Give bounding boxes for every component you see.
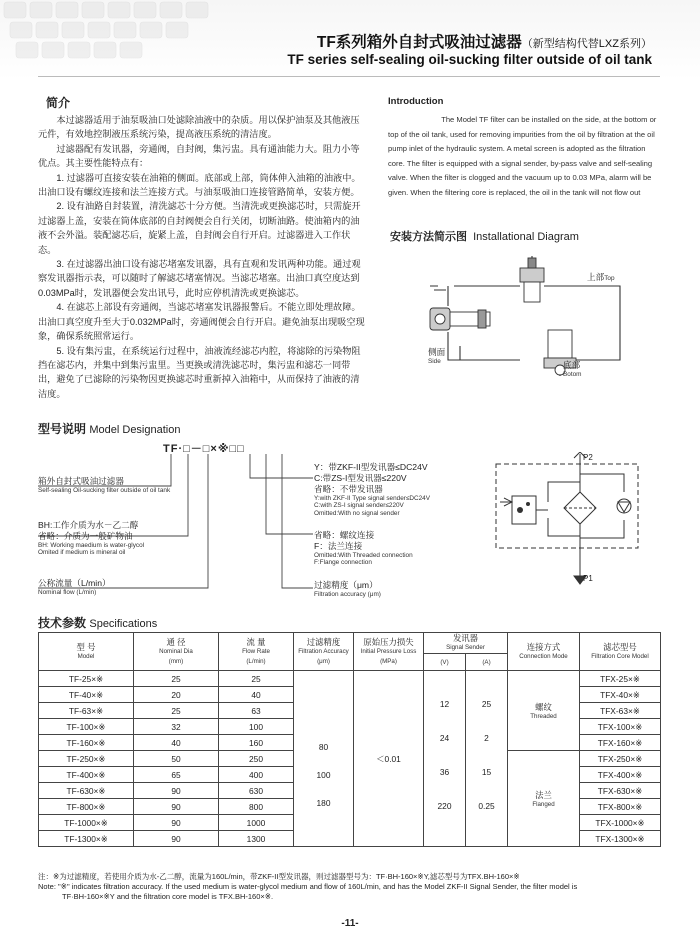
intro-paragraph: 过滤器配有发讯器，旁通阀，自封阀，集污盅。具有通油能力大。阻力小等优点。其主要性能特点有：	[38, 143, 360, 169]
hydraulic-symbol-diagram	[488, 452, 648, 592]
designation-text: F：法兰连接	[314, 541, 363, 551]
header-text: 滤芯型号	[603, 641, 637, 652]
cell-core: TFX-400×※	[580, 767, 661, 783]
install-heading-cn: 安装方法简示图	[390, 231, 467, 243]
install-bottom-en: Botom	[563, 371, 582, 378]
cell-accuracy-group	[294, 671, 354, 847]
cell-core: TFX-25×※	[580, 671, 661, 687]
cell-flow: 40	[219, 687, 294, 703]
cell-model: TF-100×※	[39, 719, 134, 735]
cell-flow: 400	[219, 767, 294, 783]
footnote-en: Note: "※" indicates filtration accuracy. If the used medium is water-glycol medium and flow of 160L/min, and has the Model ZKF-II Signal Sender, the filter model is	[38, 882, 578, 891]
intro-text-en	[388, 113, 660, 201]
header-unit: (μm)	[317, 657, 330, 665]
install-side-en: Side	[428, 358, 441, 365]
header-sender	[424, 633, 508, 654]
header-unit: (V)	[440, 659, 449, 666]
cell-current: 15	[481, 766, 492, 777]
designation-item-accuracy	[314, 580, 484, 598]
designation-item-filter	[38, 476, 188, 494]
cell-model: TF-40×※	[39, 687, 134, 703]
page-title-cn	[317, 30, 652, 52]
install-label-side	[428, 347, 445, 365]
cell-model: TF-800×※	[39, 799, 134, 815]
designation-heading-en: Model Designation	[89, 424, 181, 436]
cell-current: 0.25	[478, 800, 495, 811]
cell-current-group	[466, 671, 508, 847]
designation-text-en: Omitted:With Threaded connection	[314, 552, 413, 559]
designation-text: C:带ZS-I型发讯器≤220V	[314, 473, 407, 483]
cell-accuracy: 100	[316, 769, 331, 780]
title-cn-text: TF系列箱外自封式吸油过滤器	[316, 34, 522, 51]
designation-heading	[38, 420, 180, 437]
header-unit: (L/min)	[246, 657, 266, 665]
cell-voltage: 24	[439, 732, 450, 743]
designation-text: 过滤精度（μm）	[314, 580, 378, 590]
header-volt	[424, 654, 466, 671]
designation-text: 省略：螺纹连接	[314, 530, 375, 540]
install-heading-en: Installational Diagram	[473, 231, 579, 243]
cell-flow: 25	[219, 671, 294, 687]
cell-voltage: 220	[437, 800, 452, 811]
specs-heading-en: Specifications	[89, 618, 158, 630]
cell-model: TF-400×※	[39, 767, 134, 783]
cell-flow: 160	[219, 735, 294, 751]
designation-text: 省略：介质为一般矿物油	[38, 531, 133, 541]
cell-current: 25	[481, 698, 492, 709]
installation-diagram	[420, 250, 660, 390]
designation-text: Y：带ZKF-II型发讯器≤DC24V	[314, 462, 428, 472]
intro-paragraph-en: The Model TF filter can be installed on the side, at the bottom or top of the oil tank, used for removing impurities from the oil by filtration at the oil pump inlet of the hydraulic system. A metal screen is adopted as the filtration core. The filter is equipped with a signal sender, by-pass valve and self-sealing valve. When the filter is clogged and the vacuum up to 0.03 MPa, alarm will be given. When the filtering core is replaced, the oil in the tank will not flow out	[388, 115, 657, 197]
designation-text-en: BH: Working maedium is water-glycol	[38, 542, 145, 549]
cell-connection-en: Threaded	[530, 713, 557, 720]
specifications-table	[38, 632, 661, 847]
header-text: 通 径	[166, 636, 186, 647]
cell-core: TFX-630×※	[580, 783, 661, 799]
cell-flow: 1000	[219, 815, 294, 831]
header-pressure	[354, 633, 424, 671]
designation-text: 省略：不带发讯器	[314, 484, 383, 494]
keyboard-decoration-icon	[0, 0, 240, 75]
designation-text-en: Nominal flow (L/min)	[38, 589, 97, 596]
designation-code: TF·□－□×※□□	[163, 443, 245, 455]
cell-dia: 65	[134, 767, 219, 783]
intro-paragraph: 2. 设有油路自封装置，清洗滤芯十分方便。当清洗或更换滤芯时，只需旋开过滤器上盖，安装在筒体底部的自封阀便会自行关闭，切断油路。使油箱内的油液不会外溢。装配滤芯后，旋紧上盖，自封阀会自行开启。过滤器进入工作状态。	[38, 201, 361, 255]
specs-heading	[38, 614, 157, 631]
install-label-bottom	[563, 360, 581, 378]
page-title-en: TF series self-sealing oil-sucking filter outside of oil tank	[287, 52, 652, 67]
designation-item-connection	[314, 530, 484, 567]
cell-core: TFX-1300×※	[580, 831, 661, 847]
cell-dia: 25	[134, 671, 219, 687]
cell-flow: 100	[219, 719, 294, 735]
cell-flow: 800	[219, 799, 294, 815]
install-label-top	[587, 272, 615, 283]
cell-flow: 630	[219, 783, 294, 799]
install-bottom-cn: 底部	[563, 360, 581, 370]
hydraulic-label-p2: P2	[583, 453, 593, 462]
header-text-en: Flow Rate	[242, 647, 270, 655]
cell-dia: 90	[134, 831, 219, 847]
designation-text-en: Omited if medium is mineral oil	[38, 549, 126, 557]
cell-dia: 90	[134, 799, 219, 815]
cell-pressure	[354, 671, 424, 847]
cell-dia: 32	[134, 719, 219, 735]
intro-text-cn	[38, 113, 368, 401]
intro-heading-cn: 简介	[46, 96, 71, 110]
header-text: 过滤精度	[306, 636, 341, 647]
footnote	[38, 872, 660, 902]
designation-item-sender	[314, 462, 484, 517]
cell-dia: 40	[134, 735, 219, 751]
cell-model: TF-1300×※	[39, 831, 134, 847]
header-unit: (mm)	[168, 657, 184, 665]
designation-heading-cn: 型号说明	[38, 422, 87, 436]
cell-voltage: 12	[439, 698, 450, 709]
cell-flow: 250	[219, 751, 294, 767]
cell-core: TFX-800×※	[580, 799, 661, 815]
cell-core: TFX-100×※	[580, 719, 661, 735]
designation-text-en: F:Flange connection	[314, 559, 372, 567]
install-top-cn: 上部	[587, 272, 605, 282]
cell-connection-cn: 螺纹	[535, 702, 552, 712]
cell-voltage: 36	[439, 766, 450, 777]
designation-text-en: C:with ZS-I signal sender≤220V	[314, 502, 404, 510]
designation-text-en: Omitted:With no signal sender	[314, 509, 400, 517]
install-side-cn: 侧面	[428, 347, 446, 357]
header-unit: (A)	[482, 659, 491, 666]
header-unit: (MPa)	[380, 657, 397, 665]
cell-model: TF-160×※	[39, 735, 134, 751]
cell-connection-threaded	[508, 671, 580, 751]
cell-model: TF-25×※	[39, 671, 134, 687]
cell-connection-cn: 法兰	[535, 790, 552, 800]
intro-paragraph: 3. 在过滤器出油口设有滤芯堵塞发讯器，具有直观和发讯两种功能。通过观察发讯器指示表，可以随时了解滤芯堵塞情况。当滤芯堵塞。出油口真空度达到0.03MPa时，发讯器便会发出讯号，此时应停机清洗或更换滤芯。	[38, 259, 361, 298]
cell-connection-en: Flanged	[532, 801, 555, 808]
cell-model: TF-1000×※	[39, 815, 134, 831]
footnote-cn: 注：※为过滤精度，若使用介质为水-乙二醇，流量为160L/min，带ZKF-II型发讯器，则过滤器型号为：TF·BH-160×※Y,滤芯型号为TFX.BH-160×※	[38, 872, 520, 881]
header-accuracy	[294, 633, 354, 671]
header-text-en: Nominal Dia	[159, 647, 193, 655]
page-number: -11-	[341, 918, 359, 929]
header-dia	[134, 633, 219, 671]
check-valve	[618, 502, 630, 512]
hydraulic-label-p1: P1	[583, 574, 593, 583]
header-text-en: Connection Mode	[519, 652, 568, 660]
cell-dia: 20	[134, 687, 219, 703]
cell-dia: 90	[134, 783, 219, 799]
cell-connection-flanged	[508, 751, 580, 847]
designation-text-en: Self-sealing Oil-sucking filter outside of oil tank	[38, 487, 171, 494]
cell-core: TFX-1000×※	[580, 815, 661, 831]
cell-flow: 1300	[219, 831, 294, 847]
designation-text: 箱外自封式吸油过滤器	[38, 476, 124, 486]
cell-current: 2	[484, 732, 489, 743]
cell-dia: 25	[134, 703, 219, 719]
designation-text-en: Y:with ZKF-II Type signal sender≤DC24V	[314, 495, 430, 502]
title-divider	[38, 76, 660, 77]
cell-model: TF-250×※	[39, 751, 134, 767]
header-text: 连接方式	[526, 641, 561, 652]
cell-core: TFX-40×※	[580, 687, 661, 703]
designation-text: 公称流量（L/min）	[38, 578, 111, 588]
cell-model: TF-630×※	[39, 783, 134, 799]
cell-pressure-value: ＜0.01	[376, 753, 401, 764]
cell-flow: 63	[219, 703, 294, 719]
designation-text-en: Filtration accuracy (μm)	[314, 591, 381, 598]
intro-paragraph: 1. 过滤器可直接安装在油箱的侧面。底部或上部，筒体伸入油箱的油液中。出油口设有螺纹连接和法兰连接方式。与油泵吸油口连接管路简单，安装方便。	[38, 172, 361, 198]
specs-heading-cn: 技术参数	[38, 616, 87, 630]
header-text-en: Signal Sender	[446, 644, 485, 651]
designation-item-flow	[38, 578, 208, 596]
cell-model: TF-63×※	[39, 703, 134, 719]
header-text-en: Filtration Accuracy	[298, 647, 349, 655]
intro-paragraph: 本过滤器适用于油泵吸油口处滤除油液中的杂质。用以保护油泵及其他液压元件，有效地控制液压系统污染，提高液压系统的清洁度。	[38, 115, 360, 140]
header-model	[39, 633, 134, 671]
header-text-en: Filtration Core Model	[591, 652, 649, 660]
install-heading	[390, 228, 579, 244]
intro-heading-en: Introduction	[388, 96, 444, 107]
header-amp	[466, 654, 508, 671]
cell-dia: 90	[134, 815, 219, 831]
side-filter	[430, 308, 490, 330]
cell-core: TFX-250×※	[580, 751, 661, 767]
signal-sender-box	[512, 496, 536, 524]
header-text: 原始压力损失	[363, 636, 414, 647]
cell-accuracy: 180	[316, 797, 331, 808]
cell-accuracy: 80	[318, 741, 329, 752]
table-row	[39, 671, 661, 687]
header-text: 型 号	[76, 641, 96, 652]
header-text-en: Initial Pressure Loss	[360, 647, 417, 655]
designation-item-medium	[38, 520, 208, 557]
cell-dia: 50	[134, 751, 219, 767]
top-filter	[520, 258, 544, 302]
title-cn-subtitle: （新型结构代替LXZ系列）	[521, 38, 652, 50]
header-connection	[508, 633, 580, 671]
header-flow	[219, 633, 294, 671]
intro-paragraph: 4. 在滤芯上部设有旁通阀，当滤芯堵塞发讯器报警后。不能立即处理故障。出油口真空度升至大于0.032MPa时，旁通阀便会自行开启。避免油泵出现吸空现象，确保系统照常运行。	[38, 302, 365, 342]
header-text-en: Model	[77, 652, 95, 660]
intro-paragraph: 5. 设有集污盅，在系统运行过程中，油液流经滤芯内腔，将滤除的污染物阻挡在滤芯内，并集中到集污盅里。当更换或清洗滤芯时，集污盅和滤芯一同带出，避免了已滤除的污染物因更换滤芯时重新掉入油箱中，从而保持了油液的清洁度。	[38, 345, 361, 399]
header-text: 流 量	[246, 636, 266, 647]
cell-voltage-group	[424, 671, 466, 847]
install-top-en: Top	[604, 275, 615, 282]
footnote-en-2: TF·BH-160×※Y and the filtration core model is TFX.BH-160×※.	[62, 892, 274, 901]
cell-core: TFX-160×※	[580, 735, 661, 751]
header-text: 发讯器	[452, 633, 479, 643]
designation-text: BH:工作介质为水－乙二醇	[38, 520, 139, 530]
cell-core: TFX-63×※	[580, 703, 661, 719]
header-core	[580, 633, 661, 671]
